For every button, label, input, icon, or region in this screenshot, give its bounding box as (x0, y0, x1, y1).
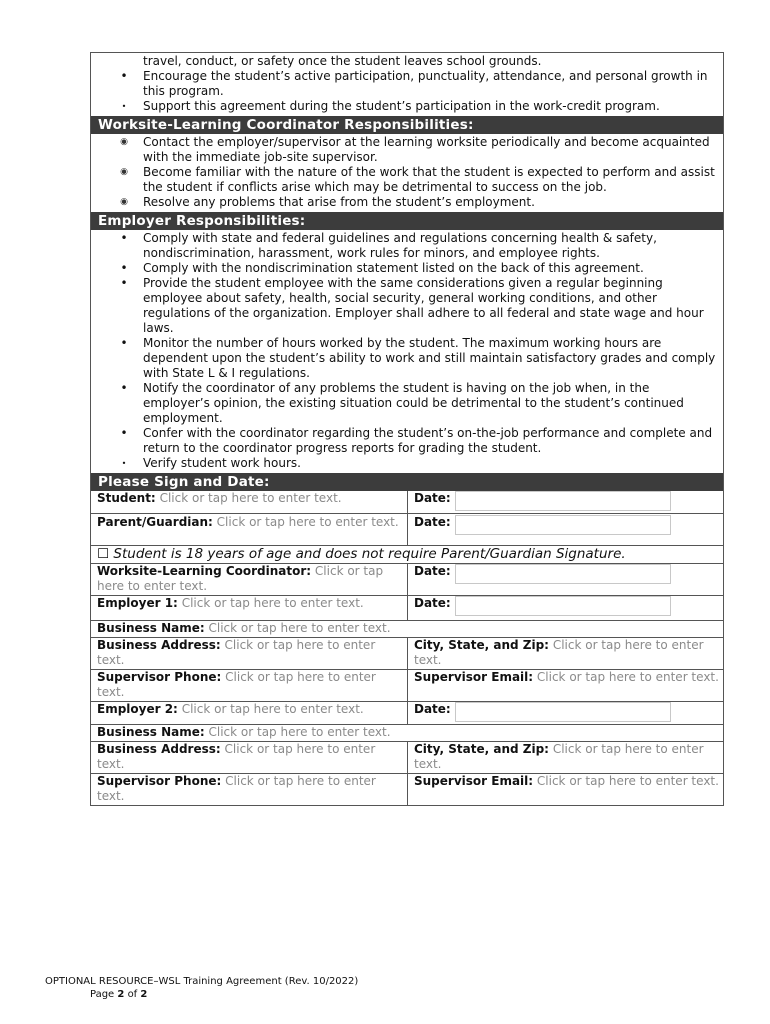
list-item: • Notify the coordinator of any problems the student is having on the job when, in the employer’s opinion, the existing situation could be detrimental to the student’s continued employment. (143, 381, 717, 426)
business2-address-row (91, 741, 723, 773)
employer-responsibilities-list (91, 230, 723, 473)
age-note-row (91, 545, 723, 563)
parent-responsibilities-list (91, 53, 723, 116)
bullet-icon: • (120, 426, 128, 440)
page-number: Page 2 of 2 (90, 989, 148, 1000)
list-item: • Encourage the student’s active participation, punctuality, attendance, and personal growth in this program. (143, 69, 717, 99)
employer2-field[interactable]: Employer 2: Click or tap here to enter text. (91, 702, 408, 724)
checkbox-icon[interactable]: ☐ (97, 546, 110, 562)
coordinator-row (91, 563, 723, 595)
guardian-date-cell: Date: (408, 514, 723, 545)
age-note: ☐ Student is 18 years of age and does not require Parent/Guardian Signature. (97, 546, 626, 562)
bullet-icon: • (121, 459, 127, 468)
bullet-icon: • (120, 381, 128, 395)
list-item: • Comply with the nondiscrimination statement listed on the back of this agreement. (143, 261, 717, 276)
employer1-row (91, 595, 723, 620)
agreement-form (90, 52, 724, 806)
employer2-date-input[interactable] (455, 702, 671, 722)
footer-title: OPTIONAL RESOURCE–WSL Training Agreement (Rev. 10/2022) (45, 976, 359, 987)
coordinator-heading: Worksite-Learning Coordinator Responsibilities: (91, 116, 723, 134)
business1-name-field[interactable]: Business Name: Click or tap here to enter text. (97, 621, 391, 635)
employer1-field[interactable]: Employer 1: Click or tap here to enter text. (91, 596, 408, 620)
list-item: travel, conduct, or safety once the student leaves school grounds. (143, 54, 542, 68)
guardian-field[interactable]: Parent/Guardian: Click or tap here to enter text. (91, 514, 408, 545)
bullet-icon: ◉ (120, 167, 128, 177)
list-item: ◉ Resolve any problems that arise from the student’s employment. (143, 195, 717, 210)
bullet-icon: • (120, 336, 128, 350)
business1-email-field[interactable]: Supervisor Email: Click or tap here to enter text. (414, 670, 719, 684)
coordinator-field[interactable]: Worksite-Learning Coordinator: Click or tap here to enter text. (91, 564, 408, 595)
business2-contact-row (91, 773, 723, 805)
list-item: ◉ Become familiar with the nature of the work that the student is expected to perform and assist the student if conflicts arise which may be detrimental to success on the job. (143, 165, 717, 195)
employer1-date-cell: Date: (408, 596, 723, 620)
bullet-icon: • (121, 102, 127, 111)
business1-city-field[interactable]: City, State, and Zip: Click or tap here to enter text. (414, 638, 704, 667)
coordinator-date-input[interactable] (455, 564, 671, 584)
list-item: • Verify student work hours. (143, 456, 717, 471)
business1-contact-row (91, 669, 723, 701)
business1-address-field[interactable]: Business Address: Click or tap here to enter text. (91, 638, 408, 669)
business2-name-field[interactable]: Business Name: Click or tap here to enter text. (97, 725, 391, 739)
list-item: • Provide the student employee with the same considerations given a regular beginning employee about safety, health, social security, general working conditions, and other regulations of the organization. Employer shall adhere to all federal and state wage and hour laws. (143, 276, 717, 336)
guardian-date-input[interactable] (455, 515, 671, 535)
business2-phone-field[interactable]: Supervisor Phone: Click or tap here to enter text. (91, 774, 408, 805)
employer-heading: Employer Responsibilities: (91, 212, 723, 230)
page-footer (45, 975, 358, 1001)
sign-heading: Please Sign and Date: (91, 473, 723, 491)
coordinator-date-cell: Date: (408, 564, 723, 595)
business2-address-field[interactable]: Business Address: Click or tap here to enter text. (91, 742, 408, 773)
bullet-icon: ◉ (120, 137, 128, 147)
bullet-icon: • (120, 276, 128, 290)
business1-name-row (91, 620, 723, 637)
business2-city-field[interactable]: City, State, and Zip: Click or tap here to enter text. (414, 742, 704, 771)
list-item: ◉ Contact the employer/supervisor at the learning worksite periodically and become acquainted with the immediate job-site supervisor. (143, 135, 717, 165)
bullet-icon: ◉ (120, 197, 128, 207)
bullet-icon: • (120, 69, 128, 83)
business1-phone-field[interactable]: Supervisor Phone: Click or tap here to enter text. (91, 670, 408, 701)
coordinator-responsibilities-list (91, 134, 723, 212)
student-date-cell: Date: (408, 491, 723, 513)
student-field[interactable]: Student: Click or tap here to enter text. (91, 491, 408, 513)
business2-name-row (91, 724, 723, 741)
employer2-date-cell: Date: (408, 702, 723, 724)
list-item: • Monitor the number of hours worked by the student. The maximum working hours are dependent upon the student’s ability to work and still maintain satisfactory grades and comply with State L & I regulations. (143, 336, 717, 381)
bullet-icon: • (120, 231, 128, 245)
list-item: • Comply with state and federal guidelines and regulations concerning health & safety, nondiscrimination, harassment, work rules for minors, and employee rights. (143, 231, 717, 261)
student-row (91, 491, 723, 513)
bullet-icon: • (120, 261, 128, 275)
guardian-row (91, 513, 723, 545)
list-item: • Support this agreement during the student’s participation in the work-credit program. (143, 99, 717, 114)
student-date-input[interactable] (455, 491, 671, 511)
employer2-row (91, 701, 723, 724)
employer1-date-input[interactable] (455, 596, 671, 616)
list-item: • Confer with the coordinator regarding the student’s on-the-job performance and complete and return to the coordinator progress reports for grading the student. (143, 426, 717, 456)
business1-address-row (91, 637, 723, 669)
business2-email-field[interactable]: Supervisor Email: Click or tap here to enter text. (414, 774, 719, 788)
